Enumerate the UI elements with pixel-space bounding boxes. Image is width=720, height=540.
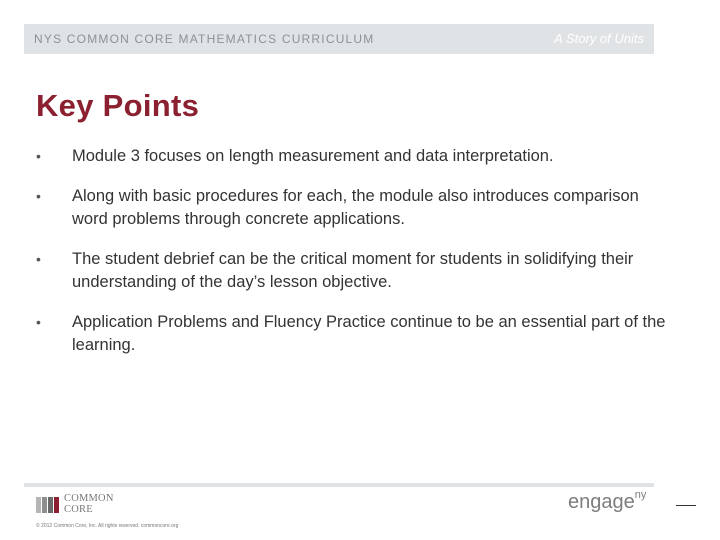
copyright-text: © 2012 Common Core, Inc. All rights reserved. commoncore.org <box>36 523 179 529</box>
point-text: Module 3 focuses on length measurement and data interpretation. <box>72 147 554 165</box>
engageny-logo <box>568 491 646 514</box>
bullet-icon: • <box>36 250 41 267</box>
bullet-icon: • <box>36 187 41 204</box>
list-item <box>36 145 676 169</box>
footer-divider <box>24 483 654 487</box>
engage-ny-text: ny <box>634 489 647 502</box>
footer-dash <box>676 505 696 506</box>
logo-line-2: CORE <box>64 504 93 515</box>
header-bar <box>24 24 654 54</box>
logo-line-1: COMMON <box>64 493 114 504</box>
point-text: Along with basic procedures for each, the module also introduces comparison word problems through concrete applications. <box>72 186 639 228</box>
list-item <box>36 185 676 232</box>
list-item <box>36 248 676 295</box>
slide-title: Key Points <box>36 88 200 123</box>
series-label: A Story of Units <box>554 31 644 46</box>
bullet-icon: • <box>36 148 41 164</box>
point-text: The student debrief can be the critical moment for students in solidifying their understanding of the day’s lesson objective. <box>72 249 634 291</box>
engage-text: engage <box>568 491 635 513</box>
bullet-icon: • <box>36 313 41 330</box>
common-core-logo <box>36 493 136 519</box>
key-points-list <box>36 145 676 374</box>
curriculum-label: NYS COMMON CORE MATHEMATICS CURRICULUM <box>34 32 375 46</box>
list-item <box>36 311 676 358</box>
point-text: Application Problems and Fluency Practice continue to be an essential part of the learning. <box>72 312 666 354</box>
